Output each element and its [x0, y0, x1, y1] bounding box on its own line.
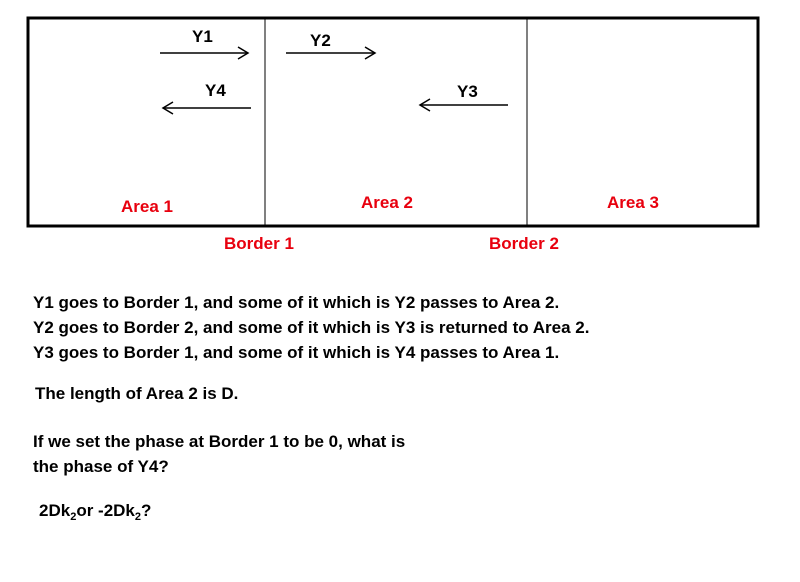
description-line: Y1 goes to Border 1, and some of it which is Y2 passes to Area 2.: [33, 293, 560, 312]
length-statement: The length of Area 2 is D.: [35, 384, 239, 403]
y3-label: Y3: [457, 82, 478, 101]
description-line: Y3 goes to Border 1, and some of it which is Y4 passes to Area 1.: [33, 343, 560, 362]
diagram-lines: [0, 0, 800, 270]
y1-label: Y1: [192, 27, 213, 46]
area-3-label: Area 3: [607, 193, 659, 212]
question-line: the phase of Y4?: [33, 457, 169, 476]
area-2-label: Area 2: [361, 193, 413, 212]
y2-label: Y2: [310, 31, 331, 50]
y1-arrow: [160, 47, 248, 59]
option-1-main: 2Dk: [39, 501, 71, 520]
description-line: Y2 goes to Border 2, and some of it which is Y3 is returned to Area 2.: [33, 318, 590, 337]
y4-arrow: [163, 102, 251, 114]
wave-diagram: [0, 0, 800, 270]
area-1-label: Area 1: [121, 197, 173, 216]
option-separator: or -2Dk: [76, 501, 135, 520]
question-line: If we set the phase at Border 1 to be 0, what is: [33, 432, 406, 451]
question: [33, 429, 405, 479]
border-1-label: Border 1: [224, 234, 294, 253]
y4-label: Y4: [205, 81, 226, 100]
border-2-label: Border 2: [489, 234, 559, 253]
option-2-subscript: 2: [134, 511, 142, 523]
description-lines: [33, 290, 589, 365]
answer-options: [39, 498, 151, 530]
option-1-subscript: 2: [70, 511, 77, 523]
question-mark: ?: [141, 501, 152, 520]
